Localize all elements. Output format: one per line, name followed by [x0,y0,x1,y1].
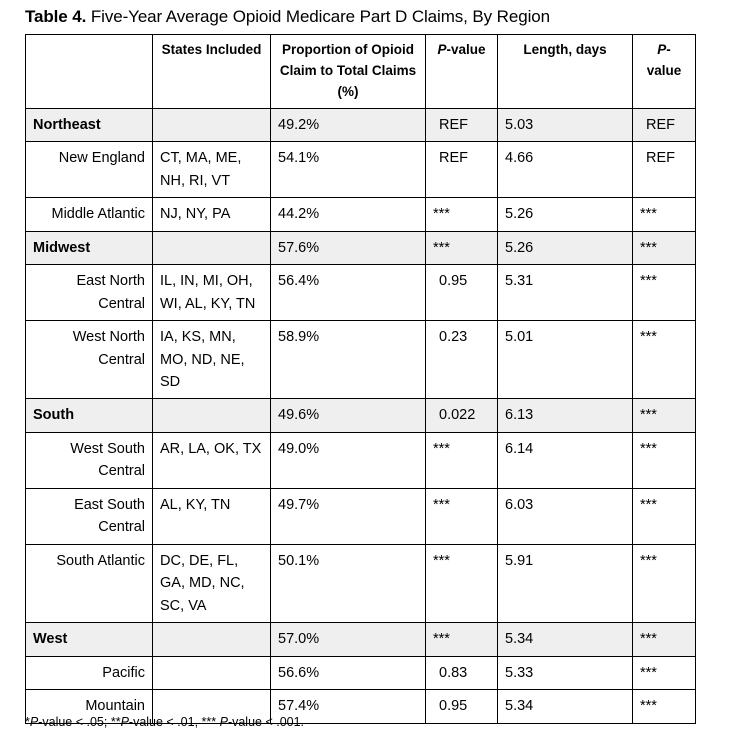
row-states: AL, KY, TN [153,488,271,544]
header-pvalue-length [633,35,696,109]
row-pvalue-length: *** [633,432,696,488]
row-pvalue-length: *** [633,198,696,231]
header-pvalue-length-rest: -value [646,42,682,78]
row-states: IL, IN, MI, OH, WI, AL, KY, TN [153,265,271,321]
row-pvalue-length: *** [633,656,696,689]
table-row [26,321,696,399]
table-body [26,108,696,723]
row-proportion: 56.6% [271,656,426,689]
footnote-p3: P [219,715,228,729]
row-length: 5.34 [498,690,633,723]
row-length: 5.26 [498,231,633,264]
row-states [153,399,271,432]
row-proportion: 54.1% [271,142,426,198]
row-pvalue-length: *** [633,690,696,723]
table-number: Table 4. [25,7,87,26]
row-length: 6.13 [498,399,633,432]
row-region-name: New England [26,142,153,198]
header-proportion-line2: Claim to Total Claims [279,62,417,78]
row-proportion: 56.4% [271,265,426,321]
row-pvalue-proportion: *** [426,544,498,622]
row-pvalue-proportion: REF [426,108,498,141]
row-pvalue-proportion: *** [426,231,498,264]
row-states [153,108,271,141]
table-row [26,265,696,321]
row-region-name: West North Central [26,321,153,399]
header-pvalue-proportion-rest: -value [446,42,486,57]
row-states: IA, KS, MN, MO, ND, NE, SD [153,321,271,399]
table-row [26,399,696,432]
row-states [153,231,271,264]
row-pvalue-length: *** [633,321,696,399]
row-region-name: West South Central [26,432,153,488]
table-row [26,488,696,544]
row-states: CT, MA, ME, NH, RI, VT [153,142,271,198]
row-region-name: Mountain [26,690,153,723]
header-length-days: Length, days [498,35,633,109]
row-proportion: 49.2% [271,108,426,141]
table-title-text: Five-Year Average Opioid Medicare Part D Claims, By Region [86,7,550,26]
row-proportion: 49.7% [271,488,426,544]
table-row [26,108,696,141]
table-footnote [25,714,304,730]
table-row [26,198,696,231]
row-region-name: East North Central [26,265,153,321]
row-region-name: West [26,623,153,656]
row-proportion: 57.4% [271,690,426,723]
footnote-seg3: -value < .01, *** [128,715,220,729]
row-region-name: South Atlantic [26,544,153,622]
table-row [26,231,696,264]
row-length: 4.66 [498,142,633,198]
row-proportion: 44.2% [271,198,426,231]
row-pvalue-proportion: 0.95 [426,690,498,723]
row-proportion: 50.1% [271,544,426,622]
opioid-claims-table [25,34,696,724]
row-proportion: 57.0% [271,623,426,656]
table-row [26,432,696,488]
row-region-name: East South Central [26,488,153,544]
row-pvalue-length: *** [633,399,696,432]
row-length: 5.26 [498,198,633,231]
row-states [153,623,271,656]
header-pvalue-length-p: P [657,42,667,57]
table-caption [25,6,550,27]
row-pvalue-length: *** [633,265,696,321]
header-row [26,35,696,109]
footnote-seg4: -value < .001. [227,715,305,729]
row-pvalue-proportion: REF [426,142,498,198]
row-length: 5.03 [498,108,633,141]
row-proportion: 49.6% [271,399,426,432]
row-proportion: 49.0% [271,432,426,488]
table-row [26,623,696,656]
row-length: 5.33 [498,656,633,689]
row-region-name: Pacific [26,656,153,689]
row-pvalue-proportion: 0.022 [426,399,498,432]
footnote-p1: P [29,715,39,729]
table-row [26,656,696,689]
row-pvalue-length: REF [633,108,696,141]
row-region-name: Northeast [26,108,153,141]
footnote-seg2: -value < .05; ** [38,715,121,729]
header-pvalue-proportion [426,35,498,109]
row-length: 5.34 [498,623,633,656]
row-pvalue-length: *** [633,231,696,264]
row-states: AR, LA, OK, TX [153,432,271,488]
row-proportion: 58.9% [271,321,426,399]
row-length: 5.91 [498,544,633,622]
row-region-name: South [26,399,153,432]
row-pvalue-length: REF [633,142,696,198]
row-length: 6.14 [498,432,633,488]
row-states [153,656,271,689]
header-proportion-line1: Proportion of Opioid [282,42,414,57]
row-length: 5.31 [498,265,633,321]
row-length: 6.03 [498,488,633,544]
row-pvalue-proportion: *** [426,488,498,544]
header-states-included: States Included [153,35,271,109]
header-region-blank [26,35,153,109]
table-row [26,544,696,622]
row-pvalue-length: *** [633,488,696,544]
header-proportion [271,35,426,109]
row-pvalue-length: *** [633,544,696,622]
row-region-name: Middle Atlantic [26,198,153,231]
row-states: NJ, NY, PA [153,198,271,231]
row-states: DC, DE, FL, GA, MD, NC, SC, VA [153,544,271,622]
header-proportion-line3: (%) [337,83,359,99]
row-pvalue-proportion: *** [426,623,498,656]
row-pvalue-proportion: 0.83 [426,656,498,689]
row-proportion: 57.6% [271,231,426,264]
row-pvalue-proportion: *** [426,198,498,231]
table-header [26,35,696,109]
row-length: 5.01 [498,321,633,399]
footnote-seg1: * [25,715,30,729]
row-pvalue-length: *** [633,623,696,656]
row-pvalue-proportion: *** [426,432,498,488]
header-pvalue-proportion-p: P [437,42,447,57]
row-pvalue-proportion: 0.23 [426,321,498,399]
row-pvalue-proportion: 0.95 [426,265,498,321]
row-region-name: Midwest [26,231,153,264]
footnote-p2: P [120,715,129,729]
table-row [26,142,696,198]
